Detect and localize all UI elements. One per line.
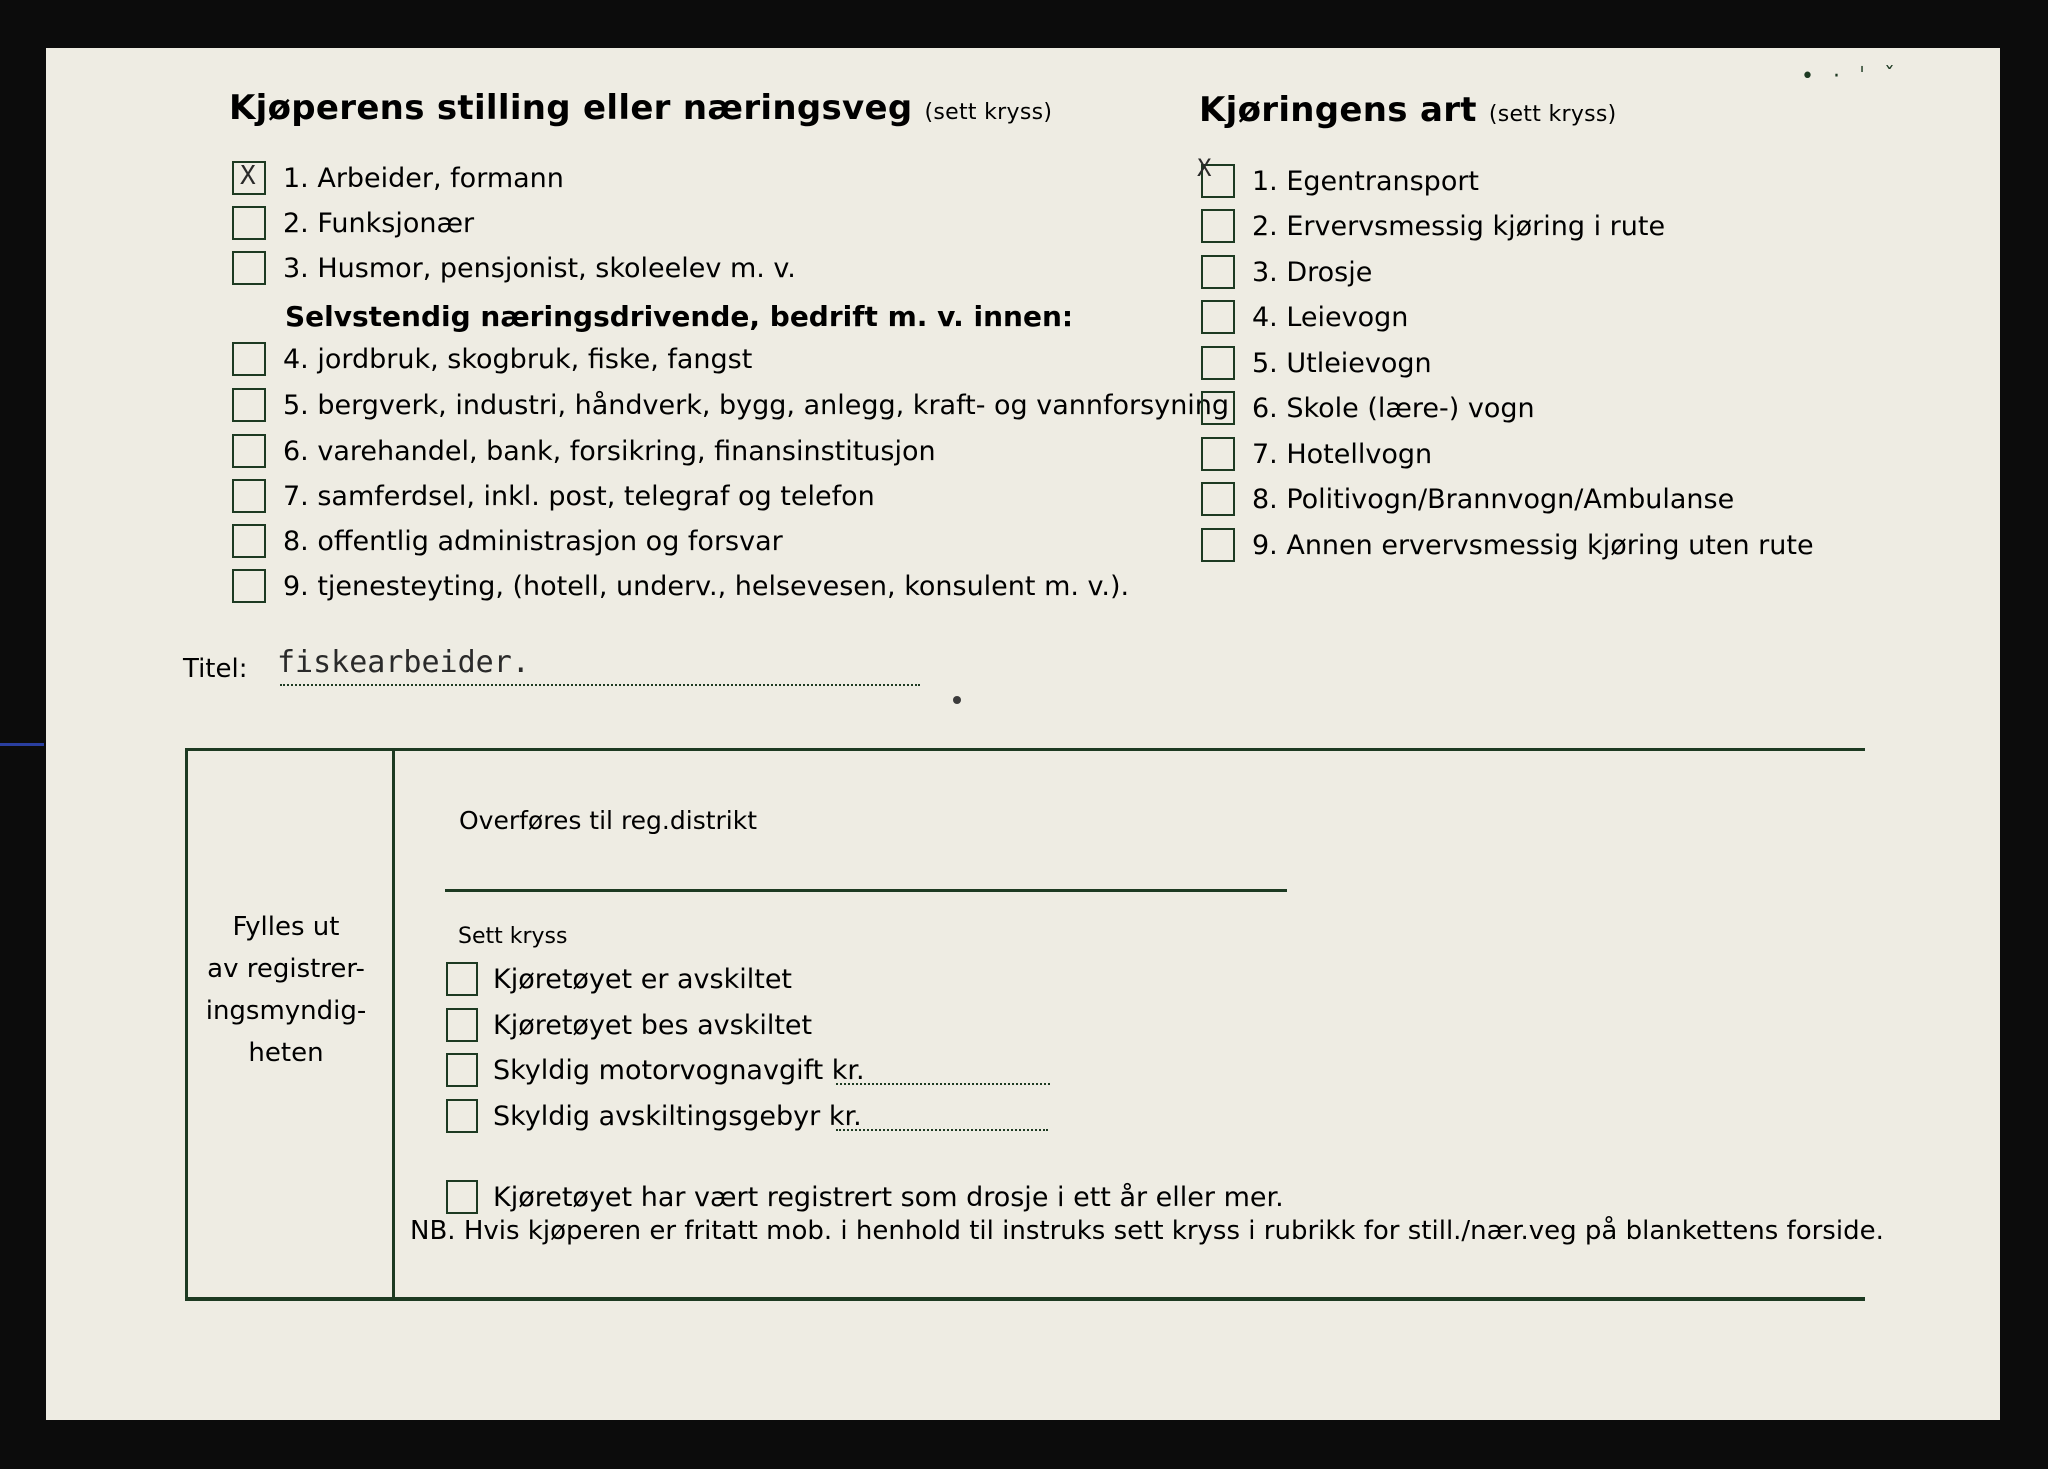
panel-top-border [185,748,1865,751]
driving-type-title: Kjøringens art [1199,90,1477,130]
buyer-occupation-title: Kjøperens stilling eller næringsveg [229,88,913,128]
driving-type-label-3: 3. Drosje [1252,256,1373,288]
request-deregistration-label: Kjøretøyet bes avskiltet [493,1009,813,1041]
request-deregistration-option[interactable] [446,1008,812,1042]
side-label-line-4: heten [248,1038,324,1068]
motor-vehicle-tax-option[interactable] [446,1053,865,1087]
checkbox-driving-type-4[interactable] [1201,300,1235,334]
driving-type-label-9: 9. Annen ervervsmessig kjøring uten rute [1252,529,1814,561]
occupation-option-8[interactable] [232,524,783,558]
occupation-option-1[interactable] [232,161,564,195]
driving-type-option-6[interactable] [1201,391,1535,425]
side-label-line-3: ingsmyndig- [205,996,367,1026]
driving-type-option-1[interactable] [1201,164,1479,198]
checkbox-occupation-2[interactable] [232,206,266,240]
deregistered-option[interactable] [446,962,792,996]
driving-type-label-1: 1. Egentransport [1252,165,1480,197]
checkbox-deregistered[interactable] [446,962,478,996]
checkbox-driving-type-2[interactable] [1201,209,1235,243]
panel-divider [392,748,395,1300]
occupation-option-7[interactable] [232,479,875,513]
checkbox-driving-type-5[interactable] [1201,346,1235,380]
checkbox-occupation-4[interactable] [232,342,266,376]
occupation-label-6: 6. varehandel, bank, forsikring, finansinstitusjon [283,435,936,467]
buyer-occupation-heading [229,88,1052,128]
driving-type-label-2: 2. Ervervsmessig kjøring i rute [1252,210,1666,242]
driving-type-option-2[interactable] [1201,209,1665,243]
checkbox-taxi-registered[interactable] [446,1180,478,1214]
checkbox-occupation-3[interactable] [232,251,266,285]
occupation-label-4: 4. jordbruk, skogbruk, fiske, fangst [283,343,753,375]
occupation-label-1: 1. Arbeider, formann [283,162,564,194]
checkbox-occupation-5[interactable] [232,388,266,422]
self-employed-subheading: Selvstendig næringsdrivende, bedrift m. v. innen: [285,300,1074,333]
checkbox-request-deregistration[interactable] [446,1008,478,1042]
side-label-line-1: Fylles ut [232,912,340,942]
corner-marks: • · ˈ ˇ [1801,64,1901,89]
motor-vehicle-tax-label: Skyldig motorvognavgift kr. [493,1054,865,1086]
nb-note: NB. Hvis kjøperen er fritatt mob. i henhold til instruks sett kryss i rubrikk for still./nær.veg på blankettens forside. [410,1216,1884,1246]
ink-smudge [953,696,961,704]
occupation-label-7: 7. samferdsel, inkl. post, telegraf og telefon [283,480,875,512]
title-field-line [280,684,920,686]
checkbox-occupation-9[interactable] [232,569,266,603]
checkbox-occupation-6[interactable] [232,434,266,468]
checkbox-driving-type-8[interactable] [1201,482,1235,516]
panel-bottom-border [185,1298,1865,1301]
checkbox-deregistration-fee[interactable] [446,1099,478,1133]
transfer-district-line[interactable] [445,889,1287,892]
driving-type-heading [1199,90,1617,130]
driving-type-label-4: 4. Leievogn [1252,301,1409,333]
checkbox-driving-type-9[interactable] [1201,528,1235,562]
driving-type-option-4[interactable] [1201,300,1408,334]
driving-type-option-3[interactable] [1201,255,1372,289]
checkbox-driving-type-7[interactable] [1201,437,1235,471]
driving-type-hint: (sett kryss) [1488,102,1617,127]
checkbox-driving-type-1[interactable] [1201,164,1235,198]
driving-type-label-5: 5. Utleievogn [1252,347,1432,379]
checkbox-driving-type-6[interactable] [1201,391,1235,425]
title-field-label: Titel: [183,654,248,684]
motor-vehicle-tax-amount-line[interactable] [836,1083,1050,1085]
driving-type-label-7: 7. Hotellvogn [1252,438,1433,470]
checkbox-occupation-8[interactable] [232,524,266,558]
driving-type-option-5[interactable] [1201,346,1432,380]
checkbox-motor-vehicle-tax[interactable] [446,1053,478,1087]
transfer-district-label: Overføres til reg.distrikt [459,806,758,835]
deregistration-fee-label: Skyldig avskiltingsgebyr kr. [493,1100,862,1132]
driving-type-option-7[interactable] [1201,437,1432,471]
deregistration-fee-amount-line[interactable] [836,1129,1048,1131]
title-field-value[interactable]: fiskearbeider. [277,645,530,680]
occupation-option-6[interactable] [232,434,936,468]
occupation-option-4[interactable] [232,342,752,376]
side-label-line-2: av registrer- [207,954,365,984]
driving-type-option-9[interactable] [1201,528,1814,562]
occupation-label-3: 3. Husmor, pensjonist, skoleelev m. v. [283,252,796,284]
checkbox-occupation-7[interactable] [232,479,266,513]
taxi-registered-option[interactable] [446,1180,1284,1214]
occupation-label-2: 2. Funksjonær [283,207,475,239]
occupation-label-9: 9. tjenesteyting, (hotell, underv., helsevesen, konsulent m. v.). [283,570,1130,602]
checkbox-occupation-1[interactable] [232,161,266,195]
occupation-option-2[interactable] [232,206,474,240]
taxi-registered-label: Kjøretøyet har vært registrert som drosje i ett år eller mer. [493,1181,1284,1213]
occupation-label-5: 5. bergverk, industri, håndverk, bygg, anlegg, kraft- og vannforsyning [283,389,1230,421]
deregistered-label: Kjøretøyet er avskiltet [493,963,793,995]
edge-mark [0,743,44,746]
buyer-occupation-hint: (sett kryss) [924,100,1053,125]
occupation-option-9[interactable] [232,569,1129,603]
occupation-option-3[interactable] [232,251,796,285]
deregistration-fee-option[interactable] [446,1099,862,1133]
sett-kryss-label: Sett kryss [458,924,568,949]
registry-authority-label [196,906,376,1074]
occupation-label-8: 8. offentlig administrasjon og forsvar [283,525,783,557]
driving-type-label-8: 8. Politivogn/Brannvogn/Ambulanse [1252,483,1735,515]
checkbox-driving-type-3[interactable] [1201,255,1235,289]
occupation-option-5[interactable] [232,388,1229,422]
driving-type-option-8[interactable] [1201,482,1734,516]
driving-type-label-6: 6. Skole (lære-) vogn [1252,392,1535,424]
